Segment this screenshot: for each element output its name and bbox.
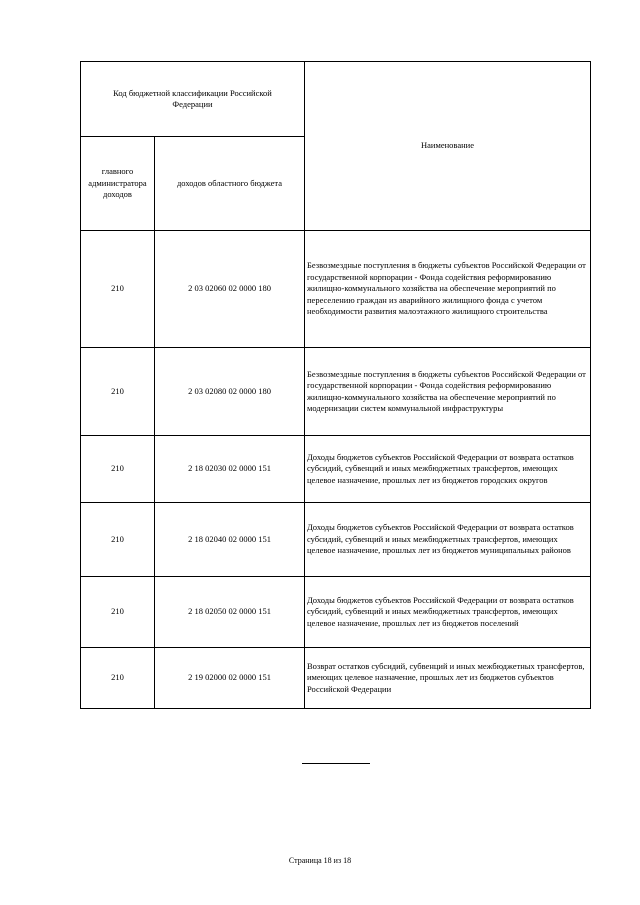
header-income: доходов областного бюджета <box>155 137 305 231</box>
header-row <box>81 62 591 137</box>
admin-code-cell: 210 <box>81 503 155 577</box>
header-budget-code: Код бюджетной классификации Российской Федерации <box>81 62 305 137</box>
income-code-cell: 2 03 02060 02 0000 180 <box>155 231 305 348</box>
admin-code-cell: 210 <box>81 436 155 503</box>
income-code-cell: 2 18 02050 02 0000 151 <box>155 577 305 648</box>
income-code-cell: 2 18 02040 02 0000 151 <box>155 503 305 577</box>
table-row <box>81 231 591 348</box>
income-code-cell: 2 18 02030 02 0000 151 <box>155 436 305 503</box>
table-row <box>81 503 591 577</box>
admin-code-cell: 210 <box>81 348 155 436</box>
header-name: Наименование <box>305 62 591 231</box>
income-code-cell: 2 03 02080 02 0000 180 <box>155 348 305 436</box>
header-admin: главного администратора доходов <box>81 137 155 231</box>
description-cell: Доходы бюджетов субъектов Российской Федерации от возврата остатков субсидий, субвенций и иных межбюджетных трансфертов, имеющих целевое назначение, прошлых лет из бюджетов муниципальных районов <box>305 503 591 577</box>
description-cell: Доходы бюджетов субъектов Российской Федерации от возврата остатков субсидий, субвенций и иных межбюджетных трансфертов, имеющих целевое назначение, прошлых лет из бюджетов городских округов <box>305 436 591 503</box>
description-cell: Доходы бюджетов субъектов Российской Федерации от возврата остатков субсидий, субвенций и иных межбюджетных трансфертов, имеющих целевое назначение, прошлых лет из бюджетов поселений <box>305 577 591 648</box>
table-row <box>81 348 591 436</box>
admin-code-cell: 210 <box>81 577 155 648</box>
table-row <box>81 648 591 709</box>
description-cell: Безвозмездные поступления в бюджеты субъектов Российской Федерации от государственной корпорации - Фонда содействия реформированию жилищно-коммунального хозяйства на обеспечение мероприятий по модернизации систем коммунальной инфраструктуры <box>305 348 591 436</box>
table-row <box>81 577 591 648</box>
table-row <box>81 436 591 503</box>
description-cell: Возврат остатков субсидий, субвенций и иных межбюджетных трансфертов, имеющих целевое назначение, прошлых лет из бюджетов субъектов Российской Федерации <box>305 648 591 709</box>
description-cell: Безвозмездные поступления в бюджеты субъектов Российской Федерации от государственной корпорации - Фонда содействия реформированию жилищно-коммунального хозяйства на обеспечение мероприятий по переселению граждан из аварийного жилищного фонда с учетом необходимости развития малоэтажного жилищного строительства <box>305 231 591 348</box>
separator-line <box>302 763 370 764</box>
admin-code-cell: 210 <box>81 231 155 348</box>
admin-code-cell: 210 <box>81 648 155 709</box>
page-footer: Страница 18 из 18 <box>288 856 352 865</box>
income-code-cell: 2 19 02000 02 0000 151 <box>155 648 305 709</box>
budget-classification-table <box>80 61 591 709</box>
